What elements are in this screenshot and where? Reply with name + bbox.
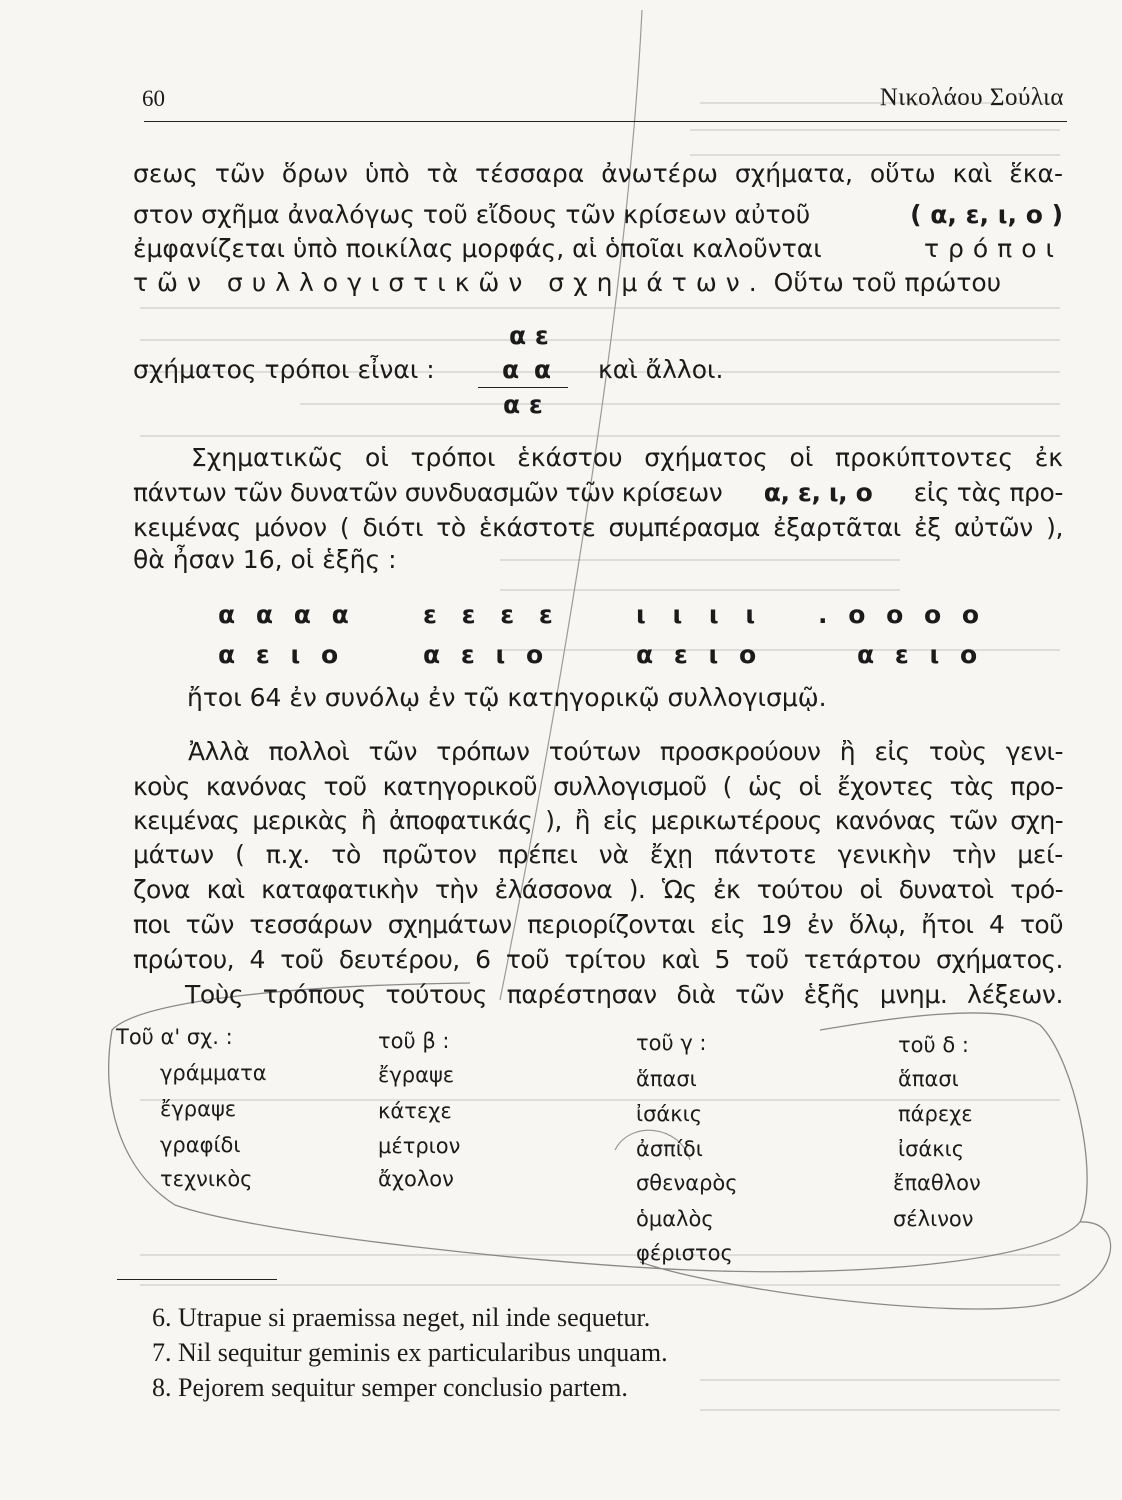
mnemonic-word: γράμματα: [160, 1061, 267, 1085]
paragraph3-line4: μάτων ( π.χ. τὸ πρῶτον πρέπει νὰ ἔχῃ πάντοτε γενικὴν τὴν μεί-: [133, 840, 1063, 869]
paragraph1-line1: σεως τῶν ὅρων ὑπὸ τὰ τέσσαρα ἀνωτέρω σχήματα, οὕτω καὶ ἕκα-: [133, 159, 1063, 188]
paragraph1-line2: [133, 200, 1063, 230]
mnemonic-word: τεχνικὸς: [160, 1167, 253, 1191]
header-rule: [144, 121, 1067, 122]
paragraph1-line3: [133, 234, 1063, 264]
mnemonic-word: ἄχολον: [378, 1167, 454, 1191]
mnemonic-word: ἰσάκις: [898, 1137, 965, 1161]
page-number: 60: [142, 86, 165, 111]
paragraph1-line3-text: ἐμφανίζεται ὑπὸ ποικίλας μορφάς, αἱ ὁποῖαι καλοῦνται: [133, 234, 822, 263]
mnemonic-word: ἀσπίδι: [636, 1137, 703, 1161]
paragraph3-line6: ποι τῶν τεσσάρων σχημάτων περιορίζονται εἰς 19 ἐν ὅλῳ, ἤτοι 4 τοῦ: [133, 910, 1063, 939]
mnemonic-word: κάτεχε: [378, 1099, 452, 1123]
total-line: ἤτοι 64 ἐν συνόλῳ ἐν τῷ κατηγορικῷ συλλογισμῷ.: [187, 683, 827, 712]
mnemonic-column-header: Τοῦ α' σχ. :: [116, 1025, 233, 1049]
combination-group-1-top: α α α α: [218, 600, 355, 629]
figure-row-3: α ε: [503, 390, 543, 419]
footnote-6: 6. Utrapue si praemissa neget, nil inde sequetur.: [152, 1303, 651, 1332]
paragraph2-line3: κειμένας μόνον ( διότι τὸ ἑκάστοτε συμπέρασμα ἐξαρτᾶται ἐξ αὐτῶν ),: [133, 513, 1063, 542]
combination-group-3-top: ι ι ι ι: [636, 600, 765, 629]
paragraph2-line2-end: εἰς τὰς προ-: [913, 478, 1063, 507]
footnote-8: 8. Pejorem sequitur semper conclusio partem.: [152, 1373, 628, 1402]
paragraph2-line2-text: πάντων τῶν δυνατῶν συνδυασμῶν τῶν κρίσεων: [133, 478, 723, 507]
figure-row-1: α ε: [509, 321, 549, 350]
mnemonic-word: γραφίδι: [160, 1133, 241, 1157]
paragraph3-line3: κειμένας μερικὰς ἢ ἀποφατικάς ), ἢ εἰς μερικωτέρους κανόνας τῶν σχη-: [133, 806, 1063, 835]
term-syllogistic-figures: τῶν συλλογιστικῶν σχημάτων.: [133, 268, 766, 297]
mnemonic-word: φέριστος: [636, 1241, 733, 1265]
mnemonic-word: ἅπασι: [636, 1067, 697, 1091]
figure-label: σχήματος τρόποι εἶναι :: [133, 355, 435, 384]
combination-group-4-top: . ο ο ο ο: [818, 600, 986, 629]
paragraph1-line4: [133, 268, 1063, 298]
combination-group-2-top: ε ε ε ε: [423, 600, 561, 629]
footnote-7: 7. Nil sequitur geminis ex particularibus unquam.: [152, 1338, 668, 1367]
mnemonic-column-header: τοῦ δ :: [898, 1033, 969, 1057]
mnemonic-word: ἔγραψε: [160, 1097, 237, 1121]
paragraph3-line8: Τοὺς τρόπους τούτους παρέστησαν διὰ τῶν ἑξῆς μνημ. λέξεων.: [185, 980, 1063, 1009]
combination-group-1-bottom: α ε ι ο: [218, 640, 345, 669]
mnemonic-word: μέτριον: [378, 1134, 461, 1158]
mnemonic-word: ἅπασι: [898, 1067, 959, 1091]
combination-group-4-bottom: α ε ι ο: [857, 640, 984, 669]
paragraph1-line4-tail: Οὕτω τοῦ πρώτου: [765, 268, 1002, 297]
mnemonic-column-header: τοῦ γ :: [636, 1031, 707, 1055]
mnemonic-word: ἰσάκις: [636, 1102, 703, 1126]
paragraph3-line5: ζονα καὶ καταφατικὴν τὴν ἐλάσσονα ). Ὡς ἐκ τούτου οἱ δυνατοὶ τρό-: [133, 875, 1063, 904]
combination-group-2-bottom: α ε ι ο: [423, 640, 550, 669]
figure-tail: καὶ ἄλλοι.: [598, 355, 724, 384]
running-title: Νικολάου Σούλια: [879, 84, 1064, 111]
paragraph2-line4: θὰ ἦσαν 16, οἱ ἑξῆς :: [133, 545, 397, 574]
figure-row-2: α α: [502, 355, 555, 384]
mnemonic-word: ἔγραψε: [378, 1063, 455, 1087]
paragraph2-judgments: α, ε, ι, ο: [763, 478, 873, 507]
paragraph3-line2: κοὺς κανόνας τοῦ κατηγορικοῦ συλλογισμοῦ ( ὡς οἱ ἔχοντες τὰς προ-: [133, 772, 1063, 801]
paragraph2-line1: Σχηματικῶς οἱ τρόποι ἑκάστου σχήματος οἱ προκύπτοντες ἐκ: [191, 443, 1063, 472]
mnemonic-word: σέλινον: [893, 1207, 974, 1231]
paragraph3-line7: πρώτου, 4 τοῦ δευτέρου, 6 τοῦ τρίτου καὶ 5 τοῦ τετάρτου σχήματος.: [133, 945, 1063, 974]
paragraph1-line2-text: στον σχῆμα ἀναλόγως τοῦ εἴδους τῶν κρίσεων αὐτοῦ: [133, 200, 811, 229]
mnemonic-word: σθεναρὸς: [636, 1171, 738, 1195]
mnemonic-word: πάρεχε: [898, 1102, 973, 1126]
figure-rule: [478, 387, 568, 388]
combination-group-3-bottom: α ε ι ο: [636, 640, 763, 669]
mnemonic-word: ἔπαθλον: [893, 1171, 981, 1195]
footnote-rule: [117, 1279, 277, 1280]
judgments-parenthesis: ( α, ε, ι, ο ): [910, 200, 1063, 229]
term-tropoi: τρόποι: [923, 234, 1063, 263]
mnemonic-column-header: τοῦ β :: [378, 1029, 450, 1053]
paragraph2-line2: [133, 478, 1063, 508]
paragraph3-line1: Ἀλλὰ πολλοὶ τῶν τρόπων τούτων προσκρούουν ἢ εἰς τοὺς γενι-: [188, 737, 1063, 766]
mnemonic-word: ὁμαλὸς: [636, 1207, 714, 1231]
